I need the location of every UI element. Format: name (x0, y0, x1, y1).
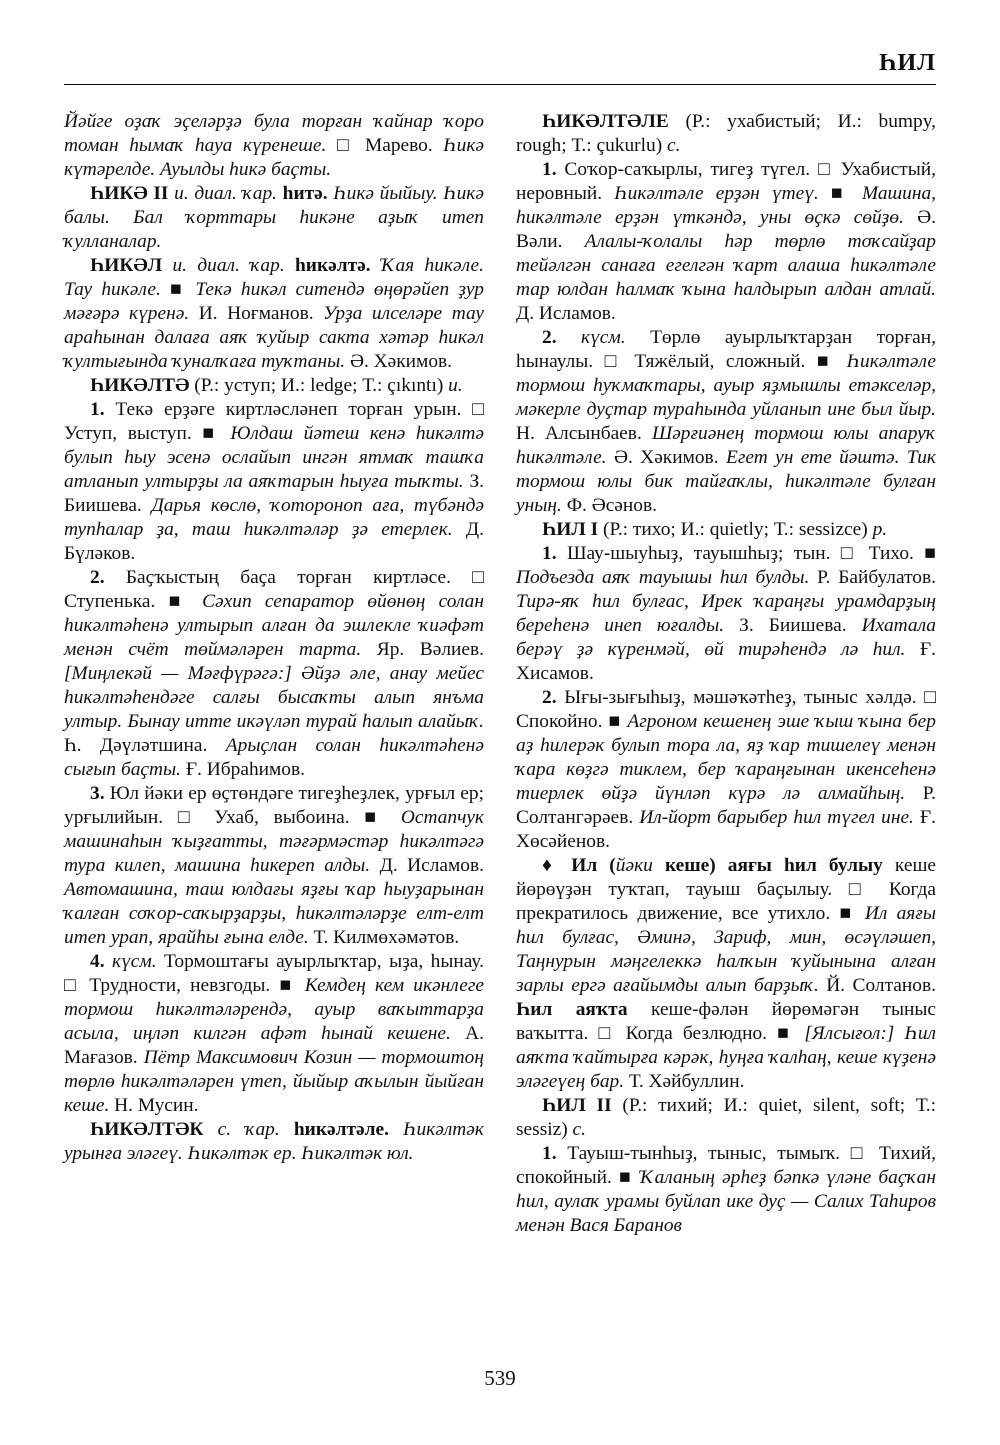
text-run: Й. Солтанов. (826, 975, 936, 996)
text-run: Һ. Дәүләтшина. (64, 735, 226, 756)
text-run: ■ (364, 807, 401, 828)
text-run: Т. Килмөхәмәтов. (313, 927, 460, 948)
text-run: Ә. Хәкимов. (613, 447, 726, 468)
text-run: Ғ. Хөсәйенов. (516, 807, 936, 852)
text-run: кеше йөрөүҙән туҡтап, тауыш баҫылыу. □ Когда прекратилось движение, все утихло. (516, 855, 936, 924)
text-run: А. Мағазов. (64, 1023, 484, 1068)
entry-sense (516, 854, 936, 1094)
text-run: Һикә йыйыу. Һикә балы. Бал ҡорттары һикәне аҙыҡ итеп ҡулланалар. (64, 183, 484, 252)
left-column (64, 110, 484, 1166)
dictionary-entry (64, 1118, 484, 1166)
text-run: Шау-шыуһыҙ, тауышһыҙ; тын. □ Тихо. (566, 543, 925, 564)
text-run: Тирә-яҡ һил булғас, Ирек ҡараңғы урамдарҙың береһенә инеп юғалды. (516, 591, 936, 636)
entry-continuation (64, 110, 484, 182)
text-run: 3. (90, 783, 110, 804)
text-run: ■ (202, 423, 231, 444)
text-run: йәки (615, 855, 665, 876)
text-run: Һикә күтәрелде. Ауылды һикә баҫты. (64, 135, 484, 180)
text-run: Ф. Әсәнов. (566, 495, 657, 516)
text-run: Ҡаланың әрһеҙ бәпкә үләне баҫҡан һил, аулаҡ урамы буйлап ике дуҫ — Салих Таһиров менән Вася Баранов (516, 1167, 936, 1236)
text-run: З. Биишева. (739, 615, 862, 636)
text-run: [Ялсығол:] Һил аяҡта ҡайтырға кәрәк, һуңға ҡалһаң, кеше күҙенә эләгеүең бар. (516, 1023, 937, 1092)
text-run: Н. Мусин. (114, 1095, 199, 1116)
text-run: кеше-фәлән йөрөмәгән тыныс ваҡытта. □ Когда безлюдно. (516, 999, 937, 1044)
text-run: ■ (279, 975, 305, 996)
text-run: Һикәлтәле тормош һуҡмаҡтары, ауыр яҙмышлы етәкселәр, мәкерле дуҫтар тураһында уйланып ине был йыр. (516, 351, 937, 420)
text-run: р. (872, 519, 888, 540)
text-run: З. Биишева. (64, 471, 484, 516)
entry-sense (64, 950, 484, 1118)
text-run: Пётр Максимович Козин — тормоштоң төрлө һикәлтәләрен үтеп, йыйыр аҡылын йыйған кеше. (64, 1047, 484, 1116)
text-run: Р. Байбулатов. (817, 567, 936, 588)
text-run: Һил аяҡта (516, 999, 651, 1020)
page-header (64, 48, 936, 86)
text-run: кеше) аяғы һил булыу (664, 855, 895, 876)
text-run: Текә ерҙәге киртләсләнеп торған урын. □ Уступ, выступ. (64, 399, 484, 444)
dictionary-entry (64, 182, 484, 254)
entry-sense (516, 542, 936, 686)
text-run: ■ (839, 903, 865, 924)
text-run: Ә. Вәли. (516, 207, 936, 252)
text-run: күсм. (581, 327, 651, 348)
text-run: Д. Исламов. (379, 855, 484, 876)
text-run: ■ (608, 711, 628, 732)
text-run: Урҙа илселәре тау араһынан далаға аяҡ ҡуйыр сакта хәтәр һикәл ҡултығында ҡуналҡаға туҡтаны. (64, 303, 484, 372)
text-run: (Р.: уступ; И.: ledge; Т.: çıkıntı) (194, 375, 449, 396)
text-run: 1. (90, 399, 116, 420)
entry-sense (516, 326, 936, 518)
text-run: и. диал. ҡар. (174, 183, 283, 204)
text-run: Т. Хәйбуллин. (628, 1071, 745, 1092)
text-run: Ә. Хәкимов. (349, 351, 453, 372)
text-run: Соҡор-саҡырлы, тигеҙ түгел. □ Ухабистый, неровный. (516, 159, 936, 204)
text-run: Баҫҡыстың баҫа торған киртләсе. □ Ступенька. (64, 567, 484, 612)
text-run: Юлдаш йәтеш кенә һикәлтә булып һыу эсенә ослайып ингән ятмаҡ ташҡа атланып ултырҙы ла аяҡтарын һыуға тыҡты. (64, 423, 484, 492)
dictionary-entry (516, 518, 936, 542)
text-run: и. диал. ҡар. (172, 255, 295, 276)
entry-sense (64, 566, 484, 782)
text-run: Сәхип сепаратор өйөнөң солан һикәлтәһенә ултырып алған да эшлекле ҡиәфәт менән счёт төймәләрен тарта. (64, 591, 484, 660)
text-run: 1. (542, 159, 565, 180)
text-run: Ил аяғы һил булғас, Әминә, Зариф, мин, өсәүләшеп, Таңнурын мәңгелеккә һалҡын ҡуйынына алған зарлы ергә ағайымды алып барҙыҡ. (516, 903, 936, 996)
text-run: с. (572, 1119, 587, 1140)
text-run: Ғ. Ибраһимов. (185, 759, 305, 780)
text-run: ■ (170, 279, 196, 300)
text-run: Ығы-зығыһыҙ, мәшәҡәтһеҙ, тыныс хәлдә. □ Спокойно. (516, 687, 936, 732)
text-run: [Миңлекәй — Мәғфүрәгә:] Әйҙә әле, анау мейес һикәлтәһендәге салғы бысаҡты алып янъма ултыр. Бынау итте икәүләп турай һалып алайыҡ. (64, 663, 484, 732)
text-run: □ Марево. (336, 135, 444, 156)
text-run: ҺИКӘ II (90, 183, 175, 204)
text-run: һитә. (282, 183, 334, 204)
text-run: Машина, һикәлтәле ерҙән үткәндә, уны өҫкә сөйҙө. (516, 183, 937, 228)
text-run: күсм. (112, 951, 165, 972)
text-run: Ғ. Хисамов. (516, 639, 936, 684)
text-run: с. (667, 135, 681, 156)
header-rule (64, 84, 936, 85)
text-run: Д. Исламов. (516, 303, 616, 324)
text-run: Подъезда аяҡ тауышы һил булды. (516, 567, 818, 588)
text-run: һикәлтәле. (293, 1119, 404, 1140)
text-run: ■ (816, 351, 847, 372)
text-run: Ҡая һикәле. Тау һикәле. (64, 255, 484, 300)
dictionary-entry (516, 1094, 936, 1142)
dictionary-entry (64, 254, 484, 374)
text-run: Р. Солтангәрәев. (516, 783, 936, 828)
text-run: ҺИКӘЛ (90, 255, 173, 276)
entry-sense (516, 1142, 936, 1238)
dictionary-entry (516, 110, 936, 158)
page-number: 539 (484, 1366, 516, 1390)
text-run: и. (448, 375, 463, 396)
text-run: ҺИКӘЛТӘЛЕ (542, 111, 686, 132)
text-run: ♦ Ил ( (542, 855, 616, 876)
text-run: (Р.: тихий; И.: quiet, silent, soft; Т.: sessiz) (516, 1095, 936, 1140)
text-run: Алалы-ҡолалы һәр төрлө тоҡсайҙар тейәлгән санаға егелгән ҡарт алаша һикәлтәле тар юлдан һалмаҡ ҡына һалдырып алдан атлай. (516, 231, 936, 300)
text-run: Арыҫлан солан һикәлтәһенә сығып баҫты. (64, 735, 484, 780)
entry-sense (516, 686, 936, 854)
text-run: ■ (830, 183, 862, 204)
text-run: (Р.: тихо; И.: quietly; Т.: sessizce) (603, 519, 873, 540)
text-run: 1. (542, 1143, 568, 1164)
text-run: Текә һикәл ситендә өңөрәйеп ҙур мәғәрә күренә. (64, 279, 484, 324)
text-run: 2. (542, 687, 565, 708)
text-run: Егет ун ете йәштә. Тик тормош юлы бик тайғаҡлы, һикәлтәле булған уның. (516, 447, 936, 516)
text-run: Тауыш-тынһыҙ, тыныс, тымыҡ. □ Тихий, спокойный. (516, 1143, 937, 1188)
text-run: ҺИКӘЛТӘ (90, 375, 195, 396)
text-run: ҺИЛ I (542, 519, 604, 540)
entry-sense (64, 398, 484, 566)
text-run: ■ (168, 591, 203, 612)
text-run: Тормоштағы ауырлыҡтар, ыҙа, һынау. □ Трудности, невзгоды. (64, 951, 484, 996)
text-run: һикәлтә. (295, 255, 381, 276)
text-run: 4. (90, 951, 112, 972)
text-run: И. Ноғманов. (198, 303, 324, 324)
text-run: Автомашина, таш юлдағы яҙғы ҡар һыуҙарынан ҡалған соҡор-саҡырҙарҙы, һикәлтәләрҙе елт-елт итеп урап, ярайһы ғына елде. (64, 879, 484, 948)
text-run: Яр. Вәлиев. (376, 639, 484, 660)
text-run: Дарья көслө, ҡотороноп аға, түбәндә тупһалар ҙа, таш һикәлтәләр ҙә етерлек. (64, 495, 484, 540)
entry-sense (516, 158, 936, 326)
text-run: Н. Алсынбаев. (516, 423, 652, 444)
text-run: Ил-йорт барыбер һил түгел ине. (639, 807, 920, 828)
text-run: ҺИКӘЛТӘК (90, 1119, 218, 1140)
text-run: Йәйге оҙаҡ эҫеләрҙә була торған ҡайнар ҡоро томан һымаҡ һауа күренеше. (64, 111, 484, 156)
text-run: ■ (777, 1023, 805, 1044)
text-run: ■ (618, 1167, 641, 1188)
text-run: Һикәлтәле ерҙән үтеү. (614, 183, 831, 204)
text-run: 2. (90, 567, 126, 588)
text-run: 2. (542, 327, 582, 348)
text-run: Остапчук машинаһын ҡыҙғатты, тәғәрмәстәр һикәлтәгә тура килеп, машина һикереп алды. (64, 807, 484, 876)
text-run: Кемдең кем икәнлеге тормош һикәлтәләрендә, ауыр ваҡыттарҙа асыла, иңләп килгән афәт һынай кешене. (64, 975, 484, 1044)
text-run: (Р.: ухабистый; И.: bumpy, rough; Т.: çukurlu) (516, 111, 936, 156)
text-run: ҺИЛ II (542, 1095, 623, 1116)
text-run: ■ (924, 543, 936, 564)
guide-word: ҺИЛ (878, 50, 936, 76)
entry-sense (64, 782, 484, 950)
text-run: Төрлө ауырлыҡтарҙан торған, һынаулы. □ Тяжёлый, сложный. (516, 327, 937, 372)
text-run: Юл йәки ер өҫтөндәге тигеҙһеҙлек, урғыл ер; урғылийын. □ Ухаб, выбоина. (64, 783, 484, 828)
text-run: Агроном кешенең эше ҡыш ҡына бер аҙ һилерәк булып тора ла, яҙ ҡар тишелеү менән ҡара көҙгә тиклем, бер ҡараңғынан икенсеһенә тиерлек өйҙә йүнләп күрә лә алмайһың. (516, 711, 936, 804)
text-run: с. ҡар. (217, 1119, 294, 1140)
text-run: Ихатала берәү ҙә күренмәй, өй тирәһендә лә һил. (516, 615, 936, 660)
right-column (516, 110, 936, 1238)
text-run: Һикәлтәк урынға эләгеү. Һикәлтәк ер. Һикәлтәк юл. (64, 1119, 484, 1164)
text-run: 1. (542, 543, 567, 564)
text-run: Д. Бүләков. (64, 519, 484, 564)
text-run: Шәрғиәнең тормош юлы апаруҡ һикәлтәле. (516, 423, 936, 468)
dictionary-entry (64, 374, 484, 398)
